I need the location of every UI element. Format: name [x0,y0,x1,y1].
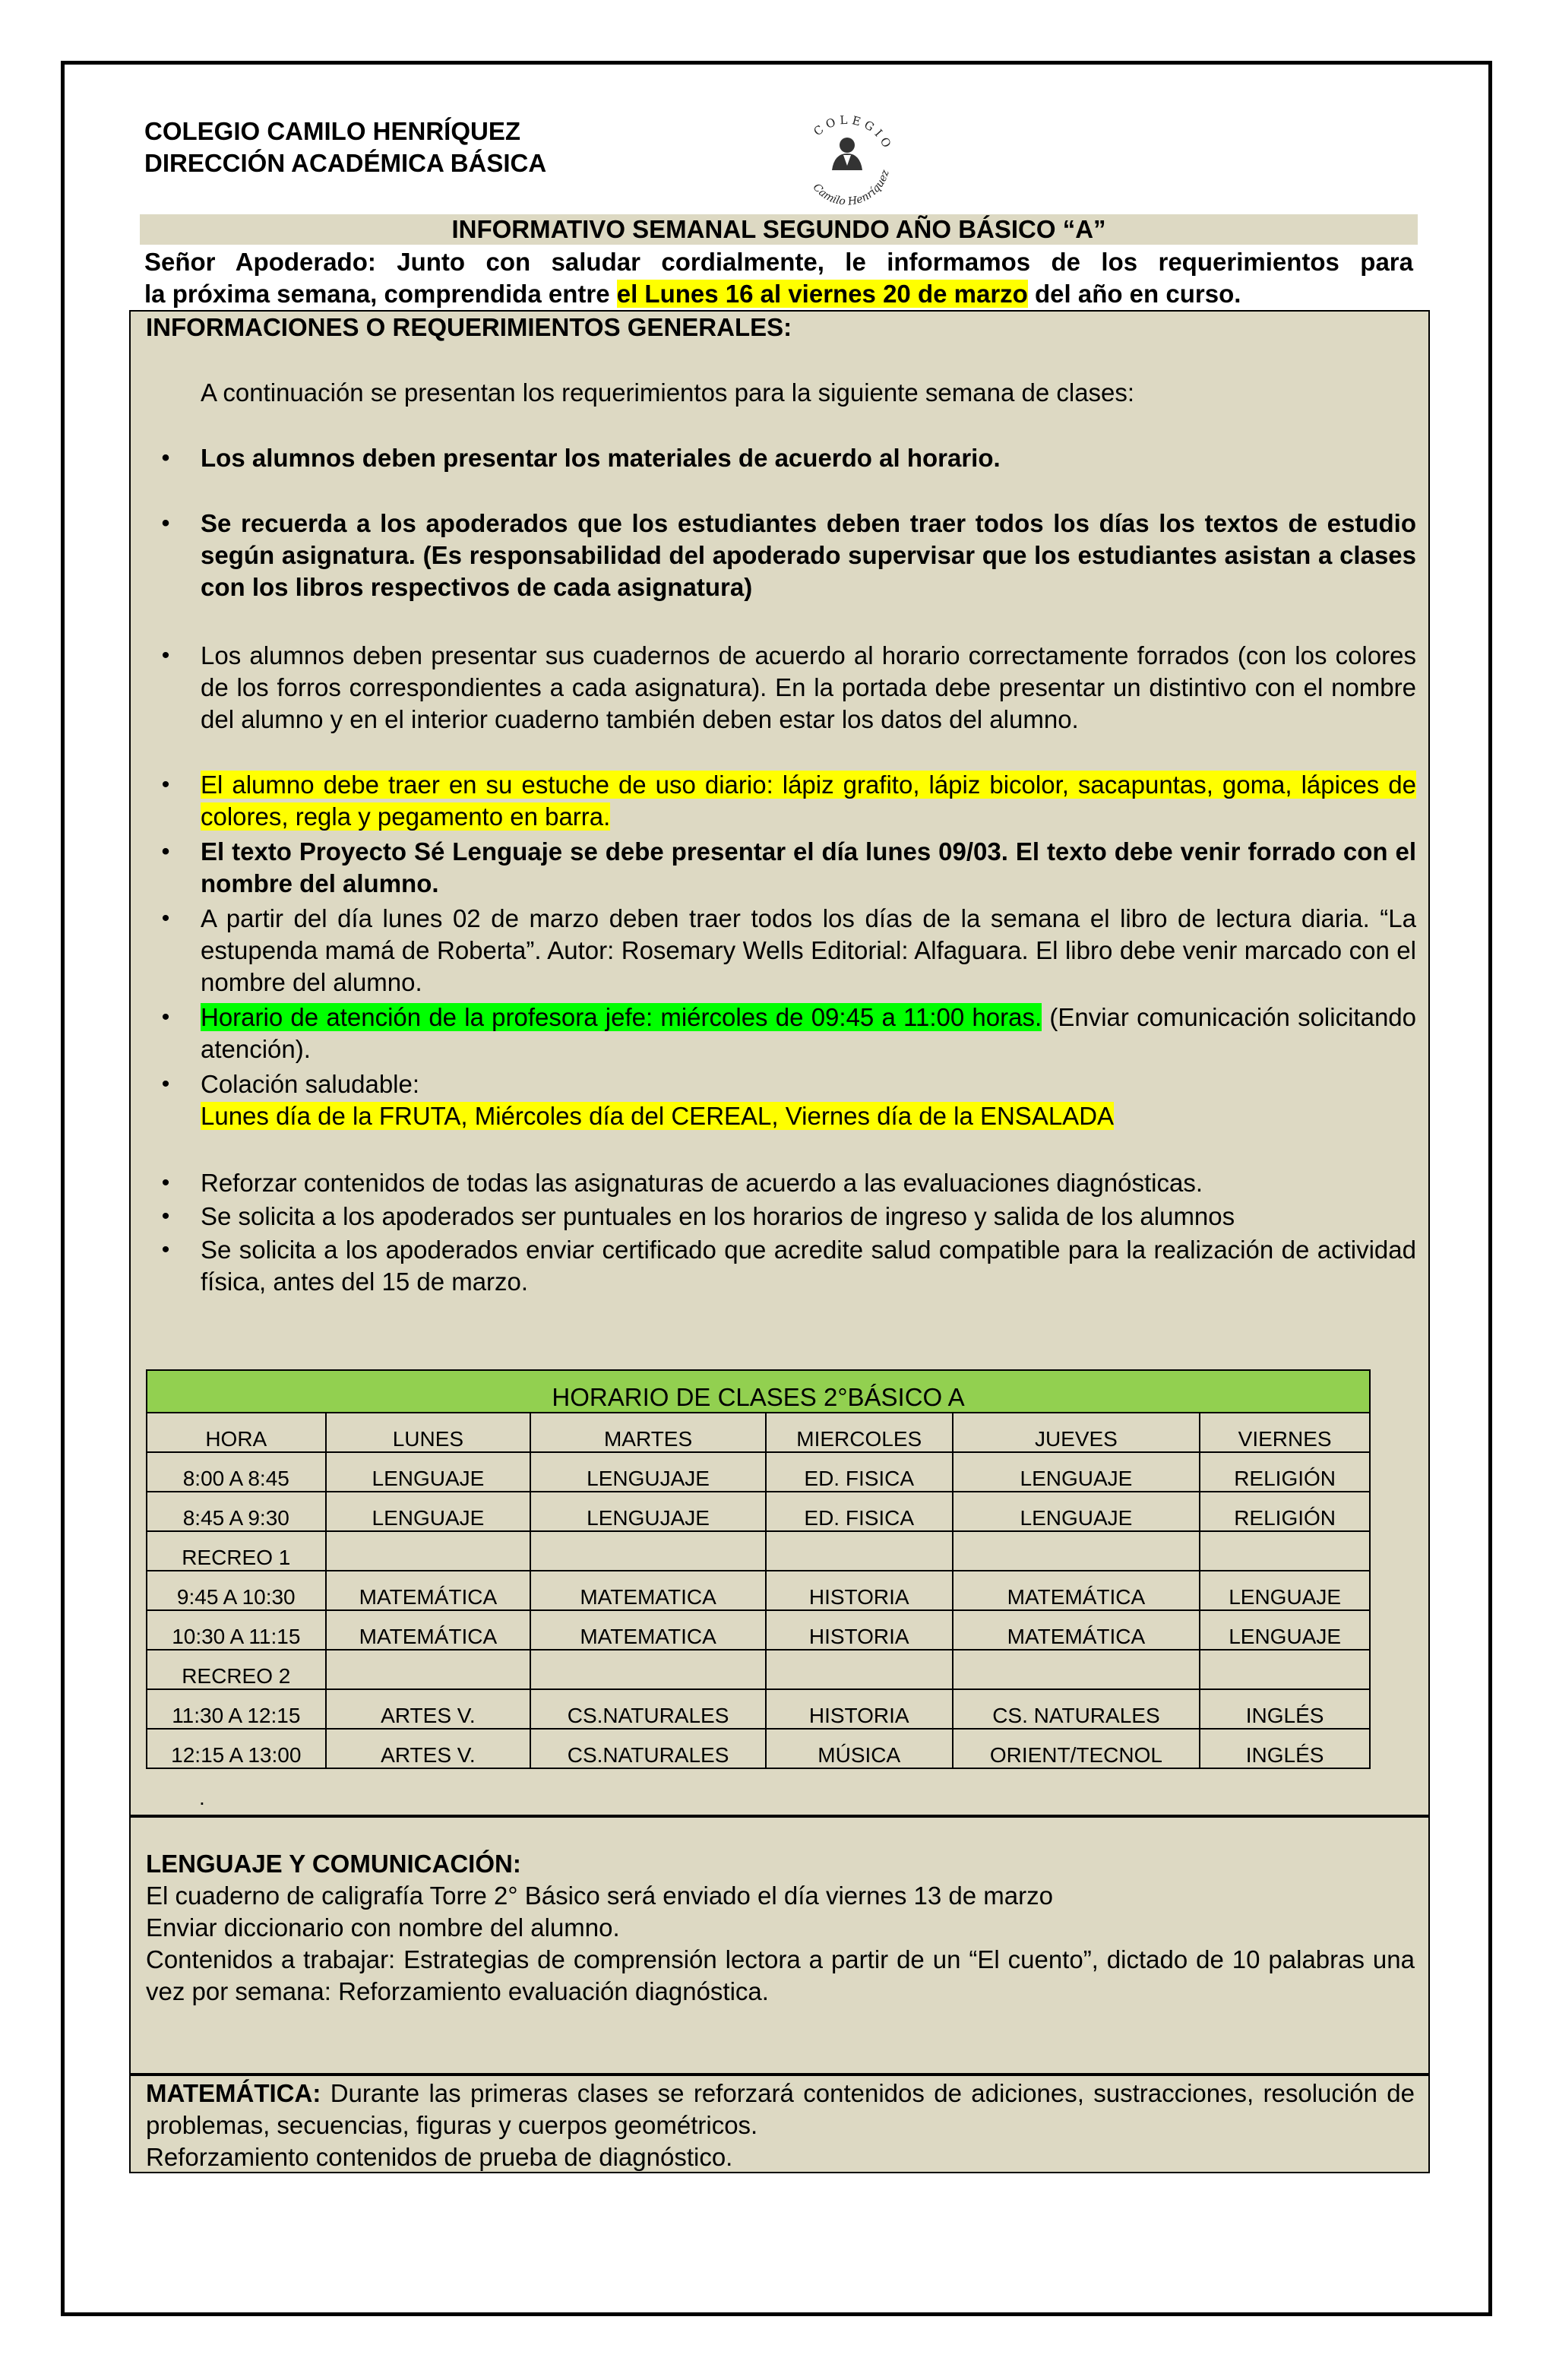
table-row [147,1729,1370,1768]
matematica-line: Reforzamiento contenidos de prueba de diagnóstico. [146,2143,733,2171]
item-text: Se solicita a los apoderados enviar certificado que acredite salud compatible para la realización de actividad física, antes del 15 de marzo. [201,1236,1416,1296]
schedule-body [147,1413,1370,1768]
column-header: LUNES [326,1413,531,1452]
subject-cell: LENGUAJE [953,1492,1200,1531]
subject-cell: LENGUAJE [326,1492,531,1531]
time-cell: 9:45 A 10:30 [147,1571,326,1610]
intro-text: la próxima semana, comprendida entre [144,280,617,308]
item-text: Se recuerda a los apoderados que los estudiantes deben traer todos los días los textos de estudio según asignatura. (Es responsabilidad del apoderado supervisar que los estudiantes asistan a clases con los libros respectivos de cada asignatura) [201,509,1416,601]
general-lead: A continuación se presentan los requerimientos para la siguiente semana de clases: [201,378,1135,407]
time-cell: 12:15 A 13:00 [147,1729,326,1768]
bullet: • [161,511,170,536]
intro-paragraph [144,246,1413,310]
logo-top-text: COLEGIO [811,112,896,153]
subject-cell: MATEMÁTICA [326,1571,531,1610]
schedule-title: HORARIO DE CLASES 2°BÁSICO A [147,1370,1370,1413]
school-crest-portrait-icon [790,111,904,210]
class-schedule-table [146,1369,1371,1769]
list-item [161,1002,1416,1065]
lenguaje-section [129,1816,1430,2075]
list-item [161,769,1416,833]
matematica-text: Durante las primeras clases se reforzará contenidos de adiciones, sustracciones, resolución de problemas, secuencias, figuras y cuerpos geométricos. [146,2079,1415,2139]
table-row [147,1492,1370,1531]
list-item [161,1167,1416,1199]
subject-cell [1200,1531,1370,1571]
subject-cell: LENGUJAJE [530,1452,766,1492]
subject-cell: ARTES V. [326,1689,531,1729]
subject-cell: ARTES V. [326,1729,531,1768]
subject-cell: CS.NATURALES [530,1689,766,1729]
snack-days-highlight: Lunes día de la FRUTA, Miércoles día del CEREAL, Viernes día de la ENSALADA [201,1102,1115,1130]
column-header: JUEVES [953,1413,1200,1452]
intro-line-2 [144,278,1413,310]
list-item [161,640,1416,736]
time-cell: 10:30 A 11:15 [147,1610,326,1650]
subject-cell: MATEMÁTICA [326,1610,531,1650]
time-cell: 8:00 A 8:45 [147,1452,326,1492]
table-row [147,1452,1370,1492]
subject-cell: HISTORIA [766,1689,953,1729]
item-text: Reforzar contenidos de todas las asignaturas de acuerdo a las evaluaciones diagnósticas. [201,1169,1203,1197]
table-header-row [147,1413,1370,1452]
list-item [161,1234,1416,1298]
subject-cell [953,1531,1200,1571]
list-item [161,1068,1416,1132]
subject-cell: MÚSICA [766,1729,953,1768]
subject-cell: RELIGIÓN [1200,1492,1370,1531]
subject-cell [766,1531,953,1571]
table-row [147,1571,1370,1610]
subject-cell [953,1650,1200,1689]
matematica-heading: MATEMÁTICA: [146,2079,321,2107]
subject-cell: LENGUAJE [953,1452,1200,1492]
item-text: El texto Proyecto Sé Lenguaje se debe presentar el día lunes 09/03. El texto debe venir forrado con el nombre del alumno. [201,837,1416,897]
list-item [161,442,1416,474]
subject-cell: MATEMÁTICA [953,1610,1200,1650]
subject-cell: MATEMATICA [530,1610,766,1650]
lenguaje-line: El cuaderno de caligrafía Torre 2° Básico será enviado el día viernes 13 de marzo [146,1882,1053,1910]
table-row [147,1610,1370,1650]
subject-cell [530,1650,766,1689]
item-text: A partir del día lunes 02 de marzo deben traer todos los días de la semana el libro de lectura diaria. “La estupenda mamá de Roberta”. Autor: Rosemary Wells Editorial: Alfaguara. El libro debe venir marcado con el nombre del alumno. [201,904,1416,996]
matematica-content [146,2078,1415,2173]
bullet: • [161,1071,170,1097]
subject-cell: CS. NATURALES [953,1689,1200,1729]
subject-cell: LENGUAJE [326,1452,531,1492]
general-heading: INFORMACIONES O REQUERIMIENTOS GENERALES: [146,313,792,341]
lenguaje-line: Contenidos a trabajar: Estrategias de comprensión lectora a partir de un “El cuento”, dictado de 10 palabras una vez por semana: Reforzamiento evaluación diagnóstica. [146,1945,1415,2005]
table-row [147,1531,1370,1571]
subject-cell: LENGUJAJE [530,1492,766,1531]
list-item [161,836,1416,900]
department-name: DIRECCIÓN ACADÉMICA BÁSICA [144,149,547,177]
intro-line-1: Señor Apoderado: Junto con saludar cordialmente, le informamos de los requerimientos para [144,248,1413,276]
subject-cell: INGLÉS [1200,1689,1370,1729]
matematica-section [129,2075,1430,2173]
subject-cell: INGLÉS [1200,1729,1370,1768]
subject-cell [1200,1650,1370,1689]
subject-cell: ED. FISICA [766,1452,953,1492]
subject-cell: ORIENT/TECNOL [953,1729,1200,1768]
time-cell: 8:45 A 9:30 [147,1492,326,1531]
subject-cell: HISTORIA [766,1610,953,1650]
bullet: • [161,1005,170,1030]
bulletin-title: INFORMATIVO SEMANAL SEGUNDO AÑO BÁSICO “A” [140,214,1418,245]
item-text-highlight: El alumno debe traer en su estuche de uso diario: lápiz grafito, lápiz bicolor, sacapuntas, goma, lápices de colores, regla y pegamento en barra. [201,771,1416,831]
bullet: • [161,445,170,470]
subject-cell [766,1650,953,1689]
item-text: Se solicita a los apoderados ser puntuales en los horarios de ingreso y salida de los alumnos [201,1202,1235,1230]
office-hours-highlight: Horario de atención de la profesora jefe: miércoles de 09:45 a 11:00 horas. [201,1003,1042,1031]
item-text: Los alumnos deben presentar sus cuadernos de acuerdo al horario correctamente forrados (con los colores de los forros correspondientes a cada asignatura). En la portada debe presentar un distintivo con el nombre del alumno y en el interior cuaderno también deben estar los datos del alumno. [201,641,1416,733]
intro-text-end: del año en curso. [1027,280,1241,308]
bullet: • [161,906,170,931]
subject-cell: MATEMATICA [530,1571,766,1610]
column-header: HORA [147,1413,326,1452]
item-text: (Enviar comunicación solicitando atención). [201,1003,1416,1063]
subject-cell: MATEMÁTICA [953,1571,1200,1610]
item-text: Colación saludable: [201,1070,420,1098]
time-cell: 11:30 A 12:15 [147,1689,326,1729]
bullet: • [161,1204,170,1229]
school-header [144,116,546,179]
subject-cell [530,1531,766,1571]
list-item [161,1201,1416,1233]
subject-cell: ED. FISICA [766,1492,953,1531]
column-header: MARTES [530,1413,766,1452]
list-item [161,903,1416,999]
table-row [147,1650,1370,1689]
subject-cell: CS.NATURALES [530,1729,766,1768]
column-header: VIERNES [1200,1413,1370,1452]
general-requirements-box [129,310,1430,1816]
subject-cell: HISTORIA [766,1571,953,1610]
week-range-highlight: el Lunes 16 al viernes 20 de marzo [616,280,1028,308]
time-cell: RECREO 1 [147,1531,326,1571]
item-text: Los alumnos deben presentar los materiales de acuerdo al horario. [201,444,1001,472]
school-name: COLEGIO CAMILO HENRÍQUEZ [144,117,520,145]
bullet: • [161,1237,170,1262]
bullet: • [161,772,170,797]
time-cell: RECREO 2 [147,1650,326,1689]
bullet: • [161,839,170,864]
svg-text:Camilo Henríquez [811,168,892,208]
subject-cell: LENGUAJE [1200,1610,1370,1650]
subject-cell [326,1531,531,1571]
logo-bottom-text: Camilo Henríquez [810,168,892,208]
list-item [161,508,1416,603]
subject-cell: LENGUAJE [1200,1571,1370,1610]
lenguaje-heading: LENGUAJE Y COMUNICACIÓN: [146,1850,521,1878]
lenguaje-content [146,1880,1415,2008]
bullet: • [161,643,170,668]
table-row [147,1689,1370,1729]
bullet: • [161,1170,170,1195]
column-header: MIERCOLES [766,1413,953,1452]
subject-cell: RELIGIÓN [1200,1452,1370,1492]
lenguaje-line: Enviar diccionario con nombre del alumno. [146,1913,620,1942]
trailing-dot: . [199,1786,205,1809]
subject-cell [326,1650,531,1689]
